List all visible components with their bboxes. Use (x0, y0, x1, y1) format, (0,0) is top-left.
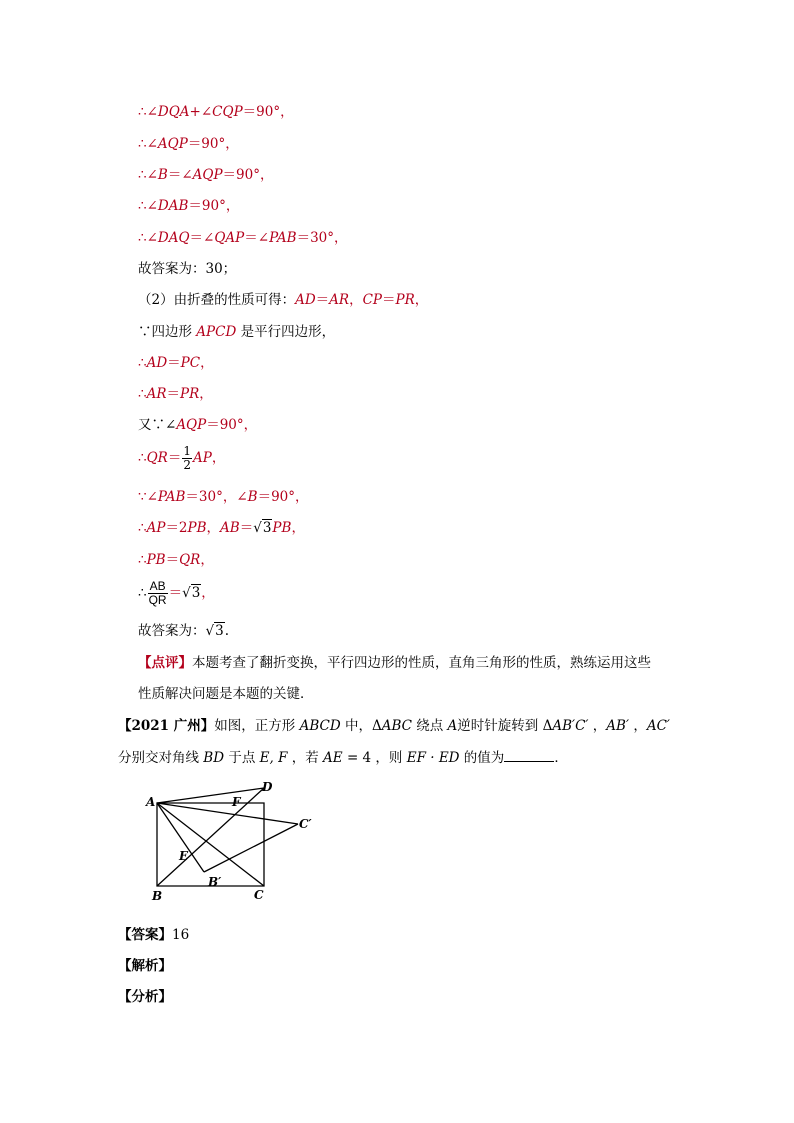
text: ＝∠ (244, 230, 270, 246)
text: AB (220, 520, 240, 536)
answer-line-2 (138, 622, 229, 640)
denominator: QR (148, 593, 167, 607)
text: PAB (157, 489, 186, 505)
solution-line-7 (138, 323, 335, 341)
solution-line-2 (138, 135, 239, 153)
text: ， (414, 292, 429, 308)
denominator: 2 (183, 458, 191, 472)
text: AR (329, 292, 350, 308)
label-a: A (146, 795, 156, 809)
problem-line-1 (118, 717, 670, 735)
text: ， (211, 450, 226, 466)
text: ＝90°， (206, 417, 258, 433)
text: B (247, 489, 258, 505)
text: PC (180, 355, 201, 371)
problem-line-2 (118, 749, 568, 767)
text: DAB (157, 198, 189, 214)
text: E, F (259, 750, 288, 766)
text: ABC (381, 718, 412, 734)
text: AB′C′ (552, 718, 589, 734)
radicand: 3 (262, 520, 272, 536)
text: ＝ (239, 520, 254, 536)
text: ＝ (165, 552, 180, 568)
text: BD (203, 750, 225, 766)
text: . (224, 623, 229, 639)
text: 性质解决问题是本题的关键． (138, 686, 314, 702)
solution-line-11 (138, 441, 225, 475)
text: 如图，正方形 (214, 718, 300, 734)
text: DQA (157, 104, 190, 120)
sqrt-symbol: √3 (205, 623, 224, 639)
label-b-prime: B′ (208, 875, 222, 889)
text: 本题考查了翻折变换，平行四边形的性质，直角三角形的性质，熟练运用这些 (192, 655, 651, 671)
text: PB (187, 520, 207, 536)
text: ， (629, 718, 647, 734)
text: B (157, 167, 168, 183)
text: ＝90°， (242, 104, 294, 120)
text: PAB (269, 230, 297, 246)
answer-tag: 【答案】 (118, 927, 172, 943)
text: ． (554, 750, 568, 766)
geometry-figure (138, 778, 338, 903)
answer-blank (504, 749, 554, 762)
text: PR (180, 386, 200, 402)
text: ∴ (138, 450, 147, 466)
text: PR (395, 292, 415, 308)
breakdown-section (118, 988, 172, 1006)
text: ＝90°， (188, 198, 240, 214)
text: PB (146, 552, 166, 568)
text: ＝∠ (189, 230, 215, 246)
analysis-section (118, 957, 172, 975)
text: ， (201, 585, 215, 601)
text: = 4 ，则 (342, 750, 407, 766)
text: ∴∠ (138, 104, 158, 120)
sqrt-symbol: √3 (253, 520, 272, 536)
text: ＝ (167, 450, 182, 466)
segment-ad (157, 788, 264, 803)
text: ，若 (287, 750, 324, 766)
solution-line-14 (138, 551, 214, 569)
text: ∴ (138, 355, 147, 371)
text: 于点 (224, 750, 260, 766)
text: ＝30°，∠ (185, 489, 248, 505)
text: AR (146, 386, 167, 402)
text: ∴ (138, 552, 147, 568)
text: 分别交对角线 (118, 750, 204, 766)
text: ＝∠ (167, 167, 193, 183)
text: （2）由折叠的性质可得： (138, 292, 296, 308)
text: EF · ED (406, 750, 460, 766)
label-c: C (254, 888, 264, 902)
text: ＝ (382, 292, 396, 308)
comment-line-2 (138, 685, 314, 703)
text: ＝90°， (187, 136, 239, 152)
text: QAP (214, 230, 245, 246)
text: ＝ (167, 355, 181, 371)
solution-line-1 (138, 103, 294, 121)
text: AQP (157, 136, 188, 152)
solution-line-13 (138, 519, 305, 537)
text: AP (192, 450, 212, 466)
fraction-one-half (182, 445, 192, 472)
text: 逆时针旋转到 Δ (457, 718, 553, 734)
answer-line-1 (138, 260, 236, 278)
text: AP (146, 520, 166, 536)
text: AB′ (606, 718, 630, 734)
text: ＝ (166, 386, 181, 402)
solution-line-10 (138, 416, 257, 434)
text: DAQ (157, 230, 190, 246)
text: ＝ (315, 292, 330, 308)
text: AD (295, 292, 316, 308)
text: ＝ (168, 585, 183, 601)
text: QR (146, 450, 168, 466)
label-f: F (232, 795, 241, 809)
text: 是平行四边形， (236, 324, 336, 340)
comment-line-1 (138, 654, 651, 672)
text: QR (179, 552, 201, 568)
text: CQP (212, 104, 243, 120)
segment-ac (157, 803, 264, 886)
problem-source: 【2021 广州】 (118, 718, 215, 734)
radicand: 3 (191, 585, 201, 601)
text: 又∵∠ (138, 417, 177, 433)
text: 中，Δ (340, 718, 382, 734)
text: ∴ (138, 386, 147, 402)
label-b: B (152, 889, 163, 903)
text: ， (200, 552, 214, 568)
segment-b-prime-c-prime (204, 824, 298, 872)
text: ， (206, 520, 221, 536)
solution-line-9 (138, 385, 213, 403)
text: ∴∠ (138, 198, 158, 214)
text: ∴ (138, 520, 147, 536)
analysis-tag: 【解析】 (118, 958, 172, 974)
text: ∴∠ (138, 167, 158, 183)
label-d: D (262, 780, 273, 794)
text: 的值为 (459, 750, 505, 766)
text: APCD (196, 324, 237, 340)
text: ， (291, 520, 305, 536)
text: ∵四边形 (138, 324, 197, 340)
breakdown-tag: 【分析】 (118, 989, 172, 1005)
text: ∵∠ (138, 489, 158, 505)
label-c-prime: C′ (299, 817, 312, 831)
text: ∴ (138, 585, 147, 601)
solution-line-3 (138, 166, 273, 184)
text: ＝30°， (296, 230, 348, 246)
solution-line-5 (138, 229, 348, 247)
radicand: 3 (215, 623, 224, 639)
text: A (447, 718, 458, 734)
fraction-ab-over-qr (148, 580, 168, 607)
text: 故答案为： (138, 623, 206, 639)
numerator: AB (149, 579, 166, 593)
text: 绕点 (411, 718, 448, 734)
text: ， (588, 718, 607, 734)
text: ∴∠ (138, 136, 158, 152)
answer-section (118, 926, 189, 944)
text: ∴∠ (138, 230, 158, 246)
comment-tag: 【点评】 (138, 655, 192, 671)
text: ＝90°， (222, 167, 274, 183)
text: CP (362, 292, 383, 308)
solution-line-15 (138, 576, 215, 610)
label-e: E (179, 849, 189, 863)
text: AQP (192, 167, 223, 183)
text: AQP (176, 417, 207, 433)
answer-value: 16 (172, 927, 190, 943)
numerator: 1 (183, 444, 191, 458)
text: AE (323, 750, 343, 766)
text: ， (200, 355, 214, 371)
text: AD (146, 355, 168, 371)
solution-line-8 (138, 354, 214, 372)
text: ＝2 (165, 520, 188, 536)
text: ， (199, 386, 213, 402)
text: ， (349, 292, 363, 308)
solution-line-4 (138, 197, 239, 215)
text: +∠ (189, 104, 213, 120)
part2-line (138, 291, 428, 309)
sqrt-symbol: √3 (182, 585, 201, 601)
text: PB (272, 520, 292, 536)
text: 故答案为：30； (138, 261, 237, 277)
solution-line-12 (138, 488, 309, 506)
text: AC′ (646, 718, 670, 734)
text: ＝90°， (257, 489, 309, 505)
text: ABCD (299, 718, 341, 734)
